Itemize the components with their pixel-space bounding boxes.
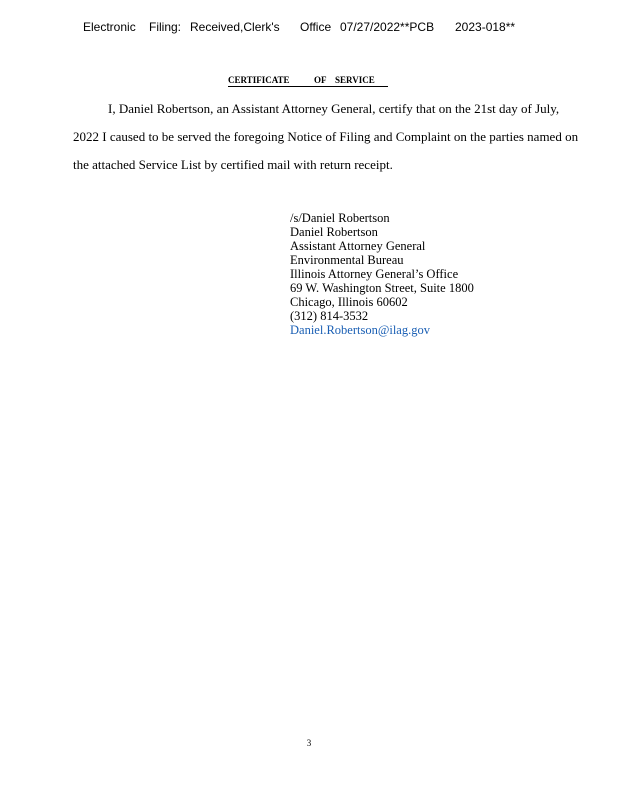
title-word-certificate: CERTIFICATE <box>228 75 290 85</box>
signer-email-link[interactable]: Daniel.Robertson@ilag.gov <box>290 323 430 337</box>
signature-electronic: /s/Daniel Robertson <box>290 211 390 225</box>
signer-name: Daniel Robertson <box>290 225 378 239</box>
stamp-date-pcb: 07/27/2022**PCB <box>340 20 435 34</box>
body-line-1: I, Daniel Robertson, an Assistant Attorney General, certify that on the 21st day of July, <box>108 101 560 116</box>
stamp-case-number: 2023-018** <box>455 20 516 34</box>
signer-phone: (312) 814-3532 <box>290 309 369 323</box>
page-number: 3 <box>306 738 312 748</box>
body-line-3: the attached Service List by certified mail with return receipt. <box>73 157 393 172</box>
stamp-electronic: Electronic <box>83 20 136 34</box>
body-line-2: 2022 I caused to be served the foregoing Notice of Filing and Complaint on the parties named on <box>73 129 579 144</box>
signer-bureau: Environmental Bureau <box>290 253 404 267</box>
certificate-title <box>228 75 388 87</box>
signer-street: 69 W. Washington Street, Suite 1800 <box>290 281 474 295</box>
title-word-of: OF <box>314 75 327 85</box>
signer-office: Illinois Attorney General’s Office <box>290 267 459 281</box>
stamp-office: Office <box>300 20 332 34</box>
stamp-filing: Filing: <box>149 20 182 34</box>
title-word-service: SERVICE <box>335 75 375 85</box>
signature-block <box>290 211 474 337</box>
signer-title: Assistant Attorney General <box>290 239 426 253</box>
stamp-received: Received,Clerk's <box>190 20 280 34</box>
signer-city: Chicago, Illinois 60602 <box>290 295 408 309</box>
